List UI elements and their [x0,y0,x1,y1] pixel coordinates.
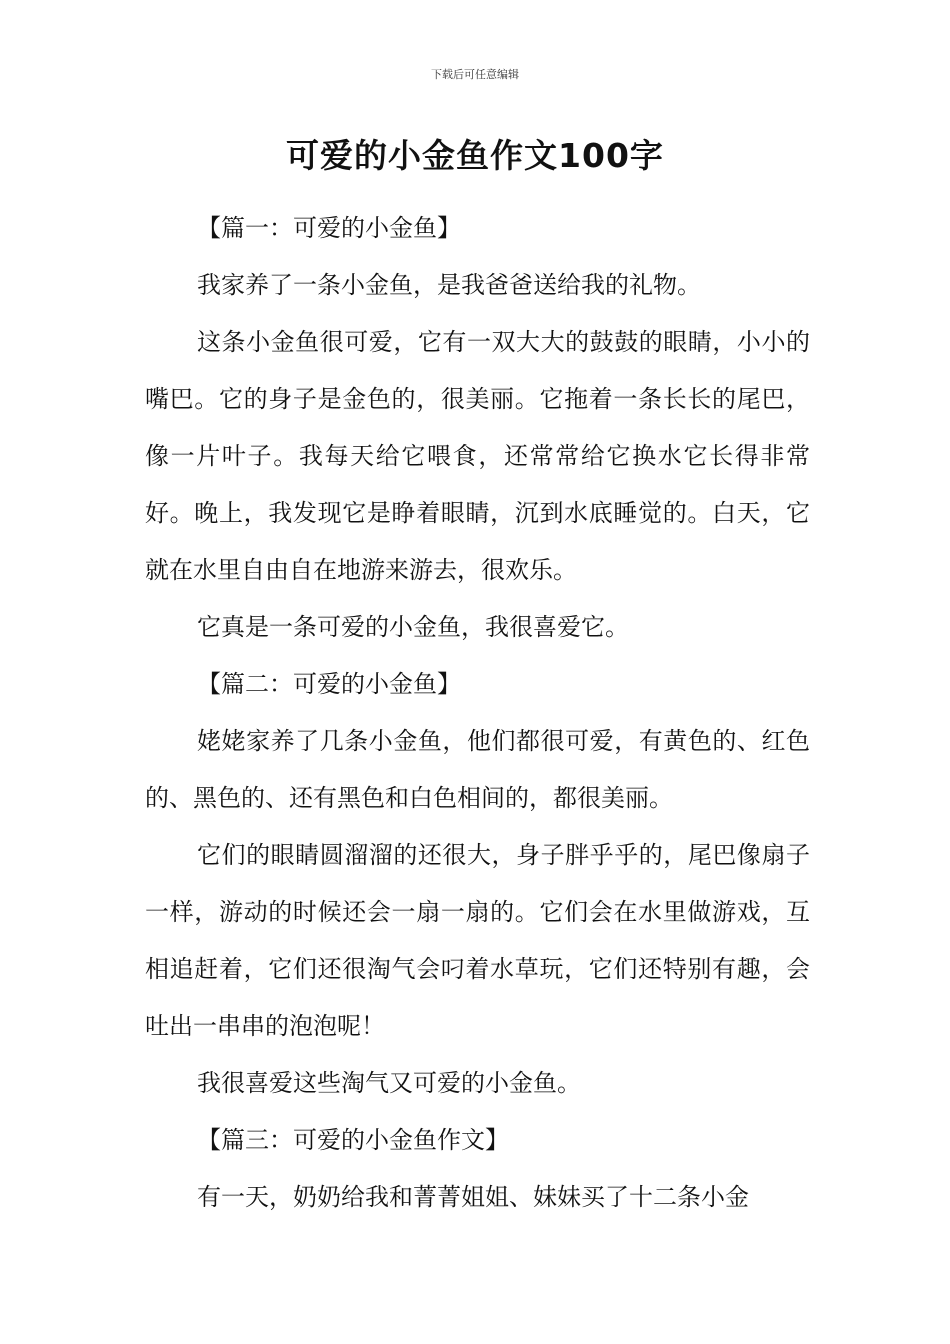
paragraph: 这条小金鱼很可爱，它有一双大大的鼓鼓的眼睛，小小的嘴巴。它的身子是金色的，很美丽。它拖着一条长长的尾巴，像一片叶子。我每天给它喂食，还常常给它换水它长得非常好。晚上，我发现它是睁着眼睛，沉到水底睡觉的。白天，它就在水里自由自在地游来游去，很欢乐。 [145,328,810,584]
document-body [145,200,810,1226]
paragraph: 它真是一条可爱的小金鱼，我很喜爱它。 [197,613,629,641]
paragraph: 姥姥家养了几条小金鱼，他们都很可爱，有黄色的、红色的、黑色的、还有黑色和白色相间的，都很美丽。 [145,727,810,812]
section-heading-3: 【篇三：可爱的小金鱼作文】 [197,1126,509,1154]
section-heading-2: 【篇二：可爱的小金鱼】 [197,670,461,698]
section-heading-1: 【篇一：可爱的小金鱼】 [197,214,461,242]
paragraph: 我家养了一条小金鱼，是我爸爸送给我的礼物。 [197,271,701,299]
paragraph: 它们的眼睛圆溜溜的还很大，身子胖乎乎的，尾巴像扇子一样，游动的时候还会一扇一扇的。它们会在水里做游戏，互相追赶着，它们还很淘气会叼着水草玩，它们还特别有趣，会吐出一串串的泡泡呢！ [145,841,810,1040]
paragraph: 我很喜爱这些淘气又可爱的小金鱼。 [197,1069,581,1097]
document-title: 可爱的小金鱼作文100字 [286,136,664,175]
paragraph: 有一天，奶奶给我和菁菁姐姐、妹妹买了十二条小金 [197,1183,749,1211]
header-note: 下载后可任意编辑 [431,68,519,81]
